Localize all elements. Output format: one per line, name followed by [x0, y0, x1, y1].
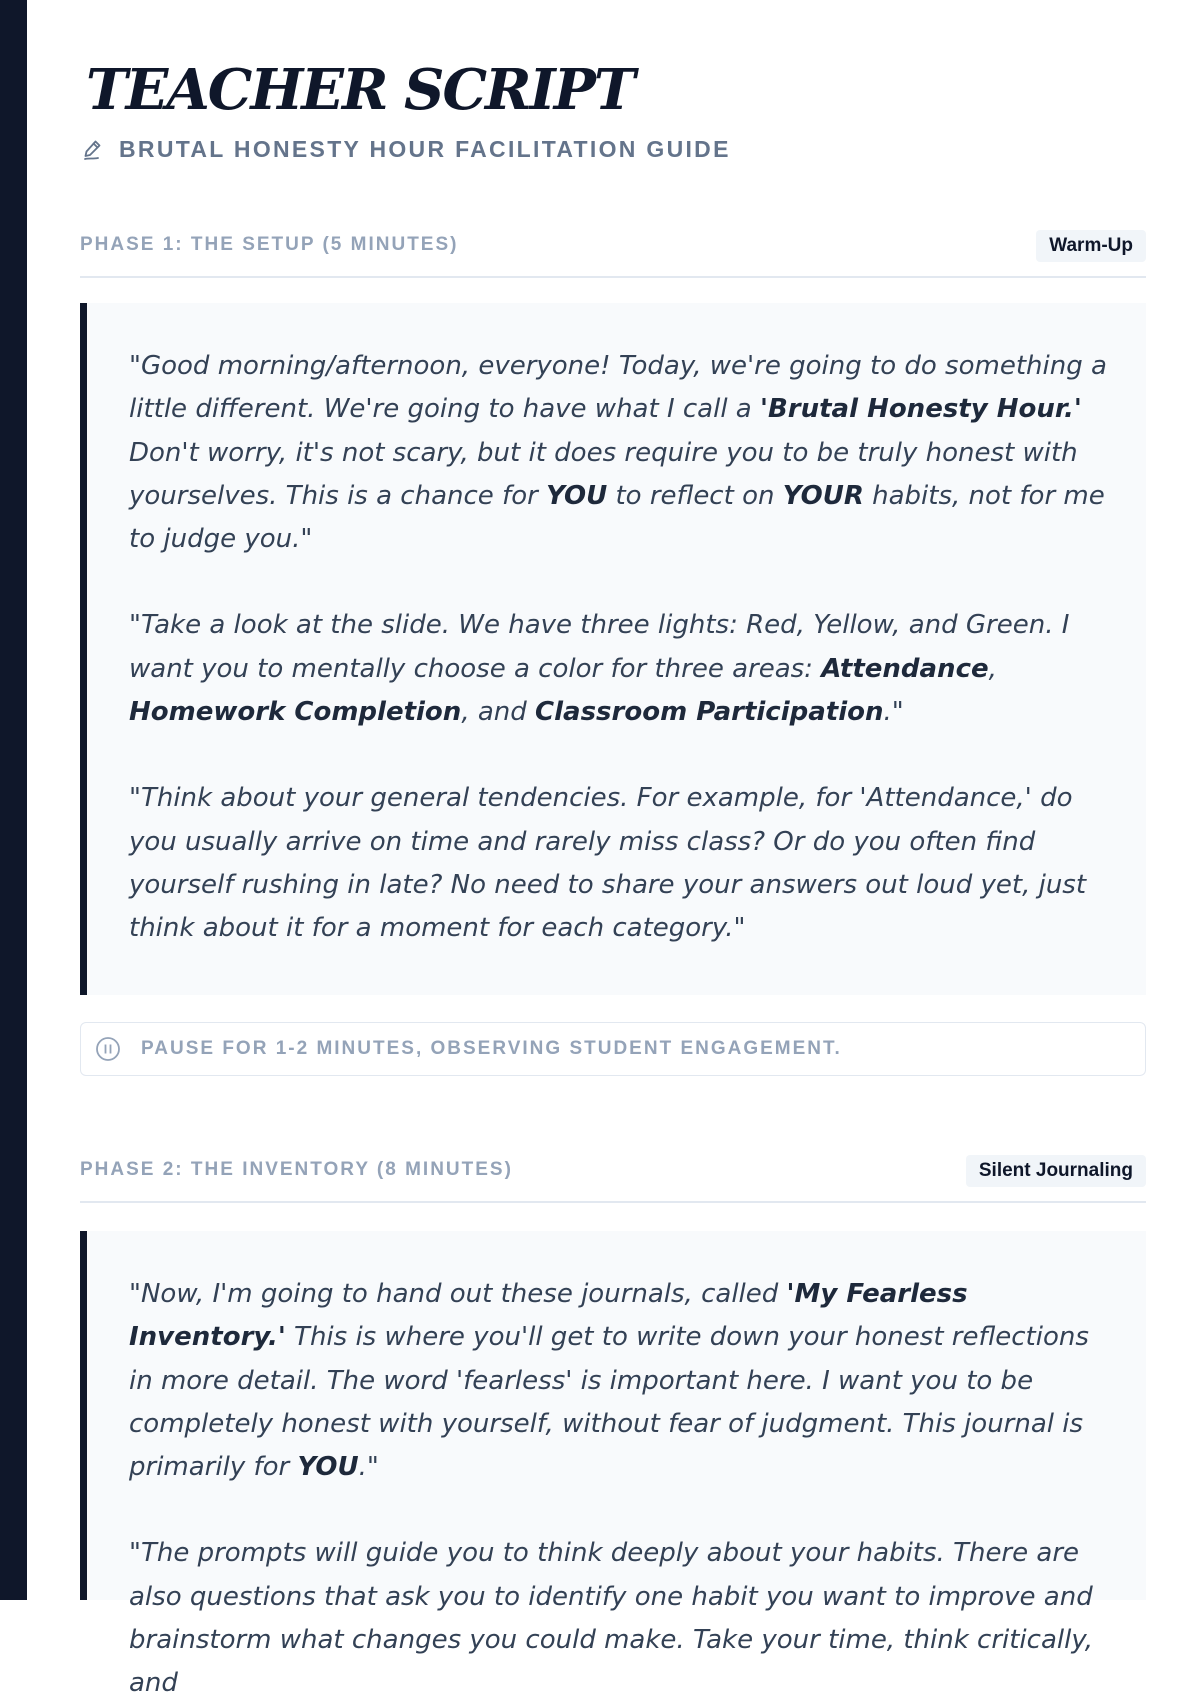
phase-1-paragraph	[129, 777, 1110, 950]
pause-icon	[95, 1036, 121, 1062]
emphasis-text: YOU	[546, 480, 608, 511]
phase-2-label: PHASE 2: THE INVENTORY (8 MINUTES)	[80, 1159, 513, 1180]
pause-note-text: PAUSE FOR 1-2 MINUTES, OBSERVING STUDENT ENGAGEMENT.	[141, 1038, 842, 1059]
phase-2-paragraph	[129, 1273, 1110, 1489]
emphasis-text: Classroom Participation	[535, 697, 884, 728]
script-text: habits, not for me to judge you."	[129, 480, 1105, 555]
phase-1-paragraph	[129, 345, 1110, 561]
script-text: "Take a look at the slide. We have three lights: Red, Yellow, and Green. I want you to mentally choose a color for three areas:	[129, 610, 1070, 684]
script-text: "The prompts will guide you to think deeply about your habits. There are also questions that ask you to identify one habit you want to improve and brainstorm what changes you could make. Take your time, think critically, and	[129, 1538, 1093, 1699]
phase-2-script-card	[80, 1231, 1146, 1699]
emphasis-text: Attendance	[821, 653, 989, 684]
emphasis-text: YOUR	[782, 480, 864, 511]
phase-2-paragraph	[129, 1532, 1110, 1705]
phase-1-script-card	[80, 303, 1146, 995]
phase-2-header	[80, 1155, 1146, 1203]
phase-2-badge: Silent Journaling	[966, 1155, 1146, 1187]
side-accent-bar	[0, 0, 27, 1600]
script-text: ."	[883, 697, 904, 728]
script-text: This is where you'll get to write down your honest reflections in more detail. The word 'fearless' is important here. I want you to be completely honest with yourself, without fear of judgment. This journal is primarily for	[129, 1322, 1089, 1483]
script-text: "Good morning/afternoon, everyone! Today, we're going to do something a little different. We're going to have what I call a	[129, 351, 1107, 425]
script-text: to reflect on	[607, 480, 783, 511]
script-text: Don't worry, it's not scary, but it does require you to be truly honest with yourselves. This is a chance for	[129, 437, 1078, 511]
page-title: TEACHER SCRIPT	[86, 57, 634, 123]
emphasis-text: 'My Fearless Inventory.'	[129, 1279, 968, 1353]
script-text: "Think about your general tendencies. For example, for 'Attendance,' do you usually arrive on time and rarely miss class? Or do you often find yourself rushing in late? No need to share your answers out loud yet, just think about it for a moment for each category."	[129, 783, 1087, 944]
subtitle-text: BRUTAL HONESTY HOUR FACILITATION GUIDE	[119, 135, 731, 162]
pen-icon	[80, 137, 104, 161]
emphasis-text: 'Brutal Honesty Hour.'	[760, 394, 1082, 425]
phase-1-pause-note	[80, 1022, 1146, 1076]
script-text: , and	[461, 697, 536, 728]
phase-1-label: PHASE 1: THE SETUP (5 MINUTES)	[80, 234, 459, 255]
script-text: ,	[988, 653, 997, 684]
script-text: "Now, I'm going to hand out these journals, called	[129, 1279, 787, 1309]
page-subtitle	[80, 132, 731, 166]
phase-1-badge: Warm-Up	[1036, 230, 1146, 262]
phase-1-paragraph	[129, 604, 1110, 734]
script-text: ."	[358, 1452, 379, 1483]
phase-1-header	[80, 230, 1146, 278]
emphasis-text: YOU	[297, 1452, 359, 1483]
emphasis-text: Homework Completion	[129, 697, 462, 728]
